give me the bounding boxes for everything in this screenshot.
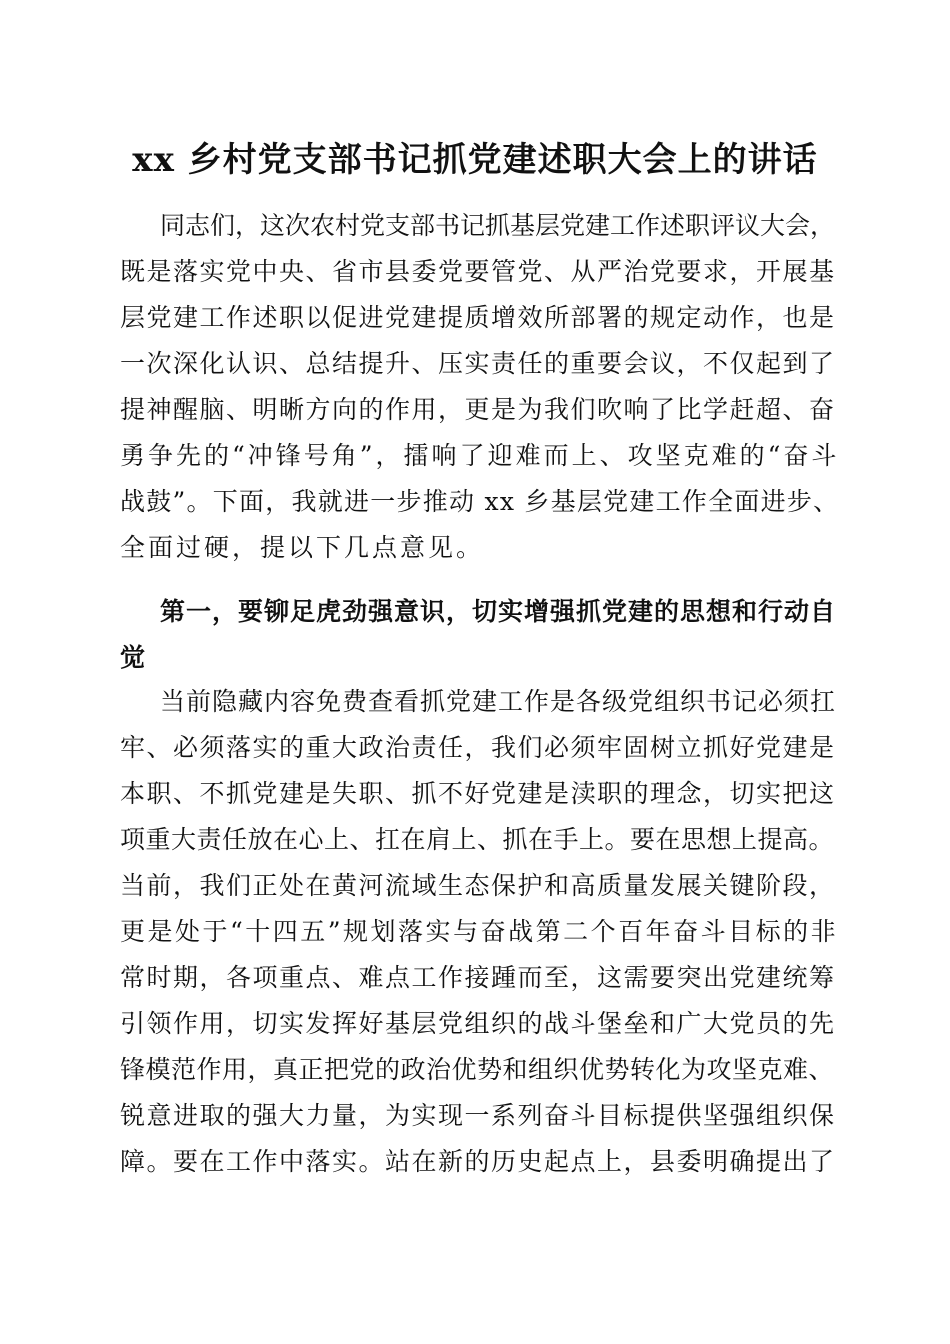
body-line-3: 层党建工作述职以促进党建提质增效所部署的规定动作，也是 — [120, 303, 836, 332]
body-line-14: 项重大责任放在心上、扛在肩上、抓在手上。要在思想上提高。 — [120, 825, 835, 854]
body-line-20: 锐意进取的强大力量，为实现一系列奋斗目标提供坚强组织保 — [120, 1101, 836, 1130]
body-line-11: 当前隐藏内容免费查看抓党建工作是各级党组织书记必须扛 — [160, 687, 837, 716]
body-line-18: 引领作用，切实发挥好基层党组织的战斗堡垒和广大党员的先 — [120, 1009, 836, 1038]
body-line-5: 提神醒脑、明晰方向的作用，更是为我们吹响了比学赶超、奋 — [120, 395, 836, 424]
body-line-7: 战鼓”。下面，我就进一步推动 xx 乡基层党建工作全面进步、 — [120, 487, 840, 516]
body-line-21: 障。要在工作中落实。站在新的历史起点上，县委明确提出了 — [120, 1147, 836, 1176]
document-title: xx 乡村党支部书记抓党建述职大会上的讲话 — [132, 140, 818, 180]
body-line-6: 勇争先的“冲锋号角”，擂响了迎难而上、攻坚克难的“奋斗 — [120, 441, 840, 470]
section-heading-1-cont: 觉 — [120, 643, 149, 672]
section-heading-1: 第一，要铆足虎劲强意识，切实增强抓党建的思想和行动自 — [160, 597, 837, 626]
body-line-12: 牢、必须落实的重大政治责任，我们必须牢固树立抓好党建是 — [120, 733, 836, 762]
body-line-16: 更是处于“十四五”规划落实与奋战第二个百年奋斗目标的非 — [120, 917, 839, 946]
body-line-17: 常时期，各项重点、难点工作接踵而至，这需要突出党建统筹 — [120, 963, 836, 992]
body-line-2: 既是落实党中央、省市县委党要管党、从严治党要求，开展基 — [120, 257, 836, 286]
body-line-15: 当前，我们正处在黄河流域生态保护和高质量发展关键阶段， — [120, 871, 836, 900]
body-line-19: 锋模范作用，真正把党的政治优势和组织优势转化为攻坚克难、 — [120, 1055, 835, 1084]
body-line-8: 全面过硬，提以下几点意见。 — [120, 533, 485, 562]
body-line-13: 本职、不抓党建是失职、抓不好党建是渎职的理念，切实把这 — [120, 779, 836, 808]
body-line-1: 同志们，这次农村党支部书记抓基层党建工作述职评议大会， — [160, 211, 836, 240]
body-line-4: 一次深化认识、总结提升、压实责任的重要会议，不仅起到了 — [120, 349, 836, 378]
